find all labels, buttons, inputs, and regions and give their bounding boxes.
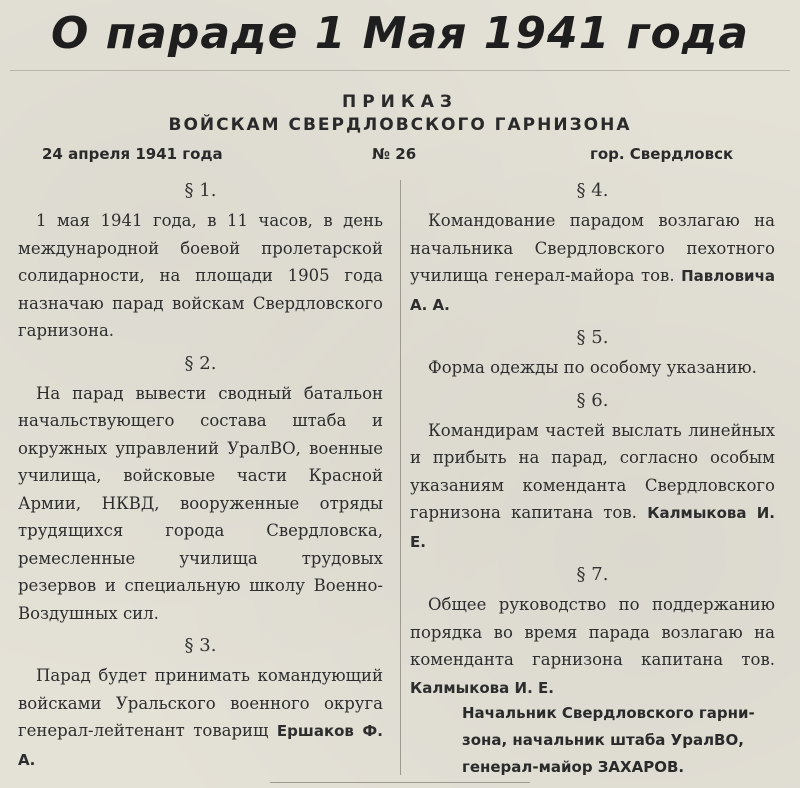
order-title: ПРИКАЗ bbox=[341, 92, 459, 112]
section-4-name: Павловича А. А. bbox=[410, 267, 775, 314]
right-column bbox=[410, 180, 775, 710]
left-column bbox=[18, 180, 383, 782]
section-7-text: Общее руководство по поддержанию порядка во время парада возлагаю на коменданта гарнизона капитана тов. bbox=[410, 595, 775, 669]
section-7-heading: § 7. bbox=[576, 564, 609, 585]
signature-line-2: зона, начальник штаба УралВО, bbox=[462, 731, 744, 749]
order-number: № 26 bbox=[372, 145, 417, 163]
signature-line-3: генерал-майор ЗАХАРОВ. bbox=[462, 758, 685, 776]
signature-line-1: Начальник Свердловского гарни- bbox=[462, 704, 755, 722]
section-1-text: 1 мая 1941 года, в 11 часов, в день международной боевой пролетарской солидарности, на площади 1905 года назначаю парад войскам Свердловского гарнизона. bbox=[18, 211, 383, 340]
headline: О параде 1 Мая 1941 года bbox=[51, 8, 749, 59]
section-3-text: Парад будет принимать командующий войсками Уральского военного округа генерал-лейтенант товарищ bbox=[18, 666, 383, 740]
section-2-heading: § 2. bbox=[184, 352, 217, 374]
order-city: гор. Свердловск bbox=[590, 145, 734, 163]
section-3-heading: § 3. bbox=[184, 635, 217, 656]
section-2-text: На парад вывести сводный батальон начальствующего состава штаба и окружных управлений УралВО, военные училища, войсковые части Красной Армии, НКВД, вооруженные отряды трудящихся города Свердловска, ремесленные училища трудовых резервов и специальную школу Военно-Воздушных сил. bbox=[18, 383, 383, 623]
section-4-paragraph bbox=[410, 207, 775, 319]
section-6-heading: § 6. bbox=[576, 389, 609, 411]
section-6-text: Командирам частей выслать линейных и прибыть на парад, согласно особым указаниям коменданта Свердловского гарнизона капитана тов. bbox=[410, 420, 775, 522]
section-6-paragraph bbox=[410, 417, 775, 557]
section-4-text: Командование парадом возлагаю на начальника Свердловского пехотного училища генерал-майора тов. bbox=[410, 211, 775, 285]
column-divider bbox=[400, 180, 401, 775]
divider-top bbox=[10, 70, 790, 71]
section-6-name: Калмыкова И. Е. bbox=[410, 504, 775, 551]
order-subtitle: ВОЙСКАМ СВЕРДЛОВСКОГО ГАРНИЗОНА bbox=[168, 115, 632, 135]
divider-bottom bbox=[270, 782, 530, 783]
section-3-paragraph bbox=[18, 662, 383, 774]
section-7-name: Калмыкова И. Е. bbox=[410, 678, 554, 697]
section-5-text: Форма одежды по особому указанию. bbox=[428, 358, 757, 377]
order-date: 24 апреля 1941 года bbox=[42, 145, 223, 163]
section-5-heading: § 5. bbox=[576, 327, 609, 348]
section-1-heading: § 1. bbox=[184, 180, 217, 201]
section-3-name: Ершаков Ф. А. bbox=[18, 722, 384, 769]
section-7-paragraph bbox=[410, 591, 775, 702]
section-4-heading: § 4. bbox=[576, 180, 609, 201]
signature-block bbox=[462, 700, 792, 781]
